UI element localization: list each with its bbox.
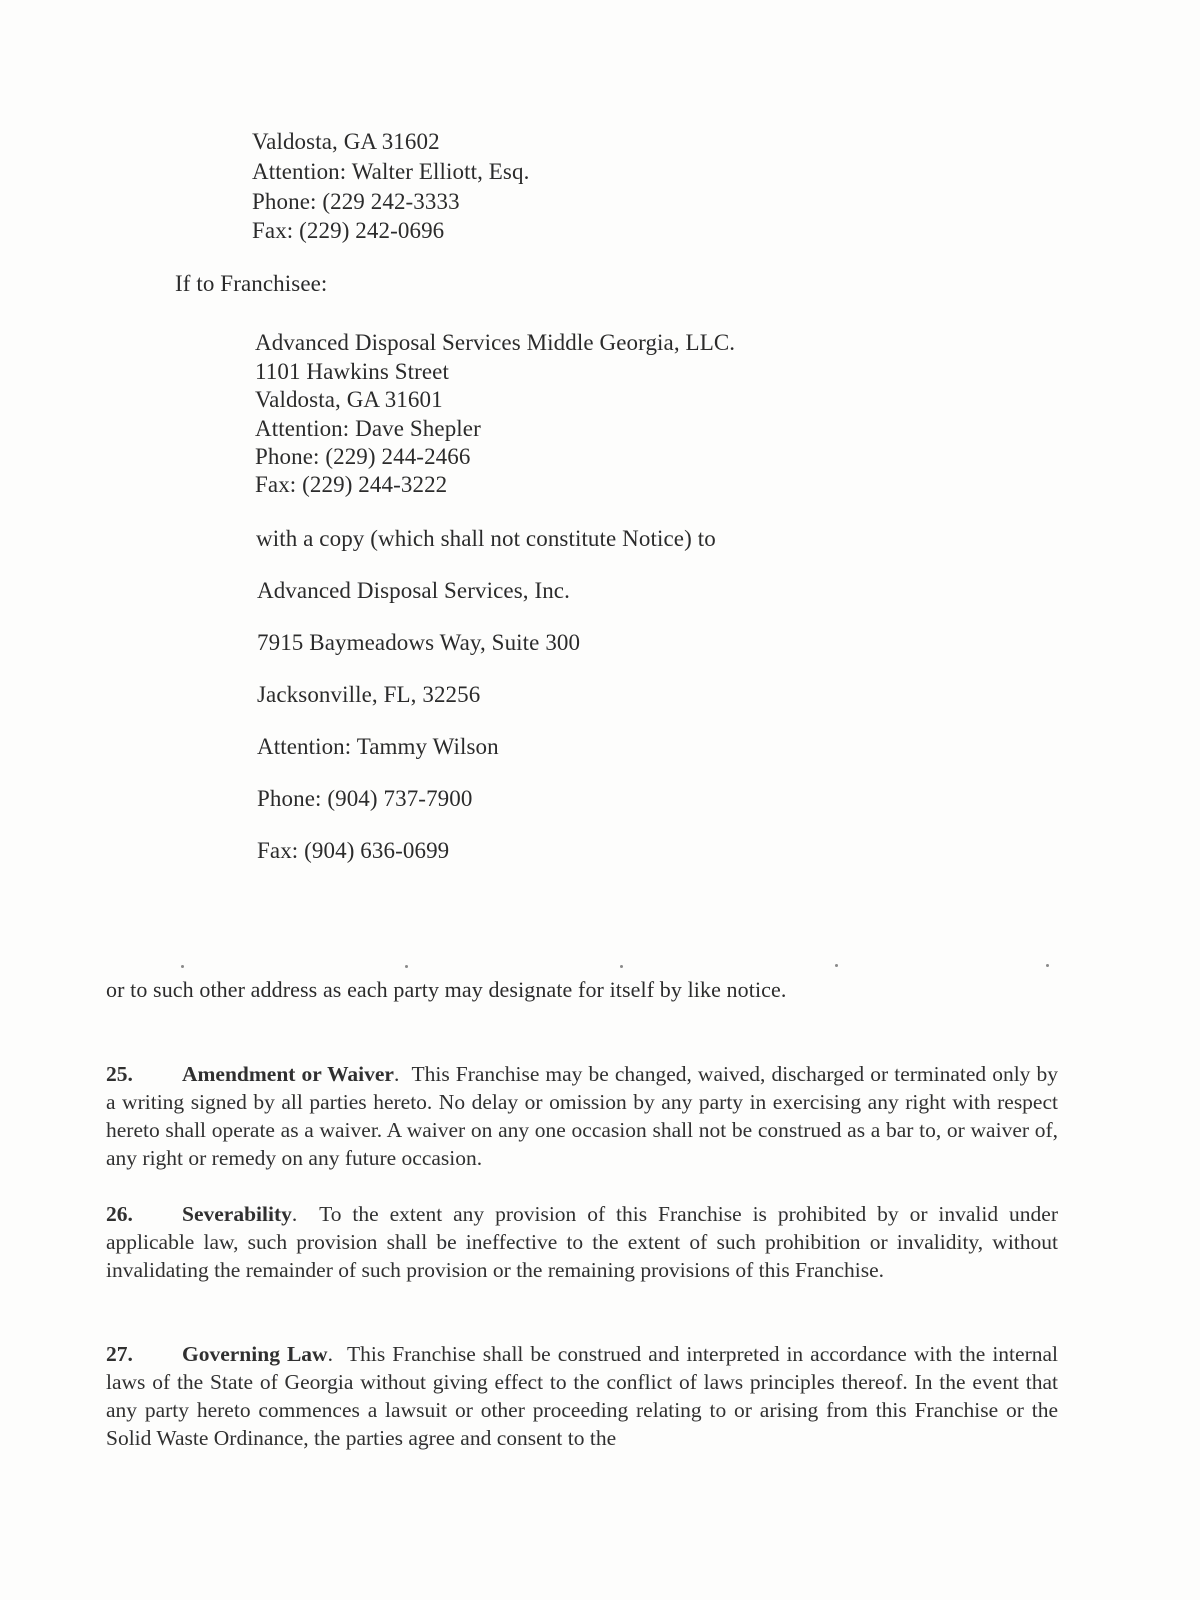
address-line: Fax: (229) 242-0696 xyxy=(252,218,445,243)
section-text: This Franchise may be changed, waived, discharged or terminated only by a writing signed by all parties hereto. No delay or omission by any party in exercising any right with respect hereto shall operate as a waiver. A waiver on any one occasion shall not be construed as a bar to, or waiver of, any right or remedy on any future occasion. xyxy=(106,1062,1058,1170)
section-25 xyxy=(106,1060,1058,1172)
section-heading: Severability xyxy=(182,1202,292,1226)
franchisee-label: If to Franchisee: xyxy=(175,271,328,296)
copy-phone: Phone: (904) 737-7900 xyxy=(257,786,473,811)
scan-speck xyxy=(405,965,408,968)
address-line: Advanced Disposal Services Middle Georgia, LLC. xyxy=(255,330,736,355)
copy-company: Advanced Disposal Services, Inc. xyxy=(257,578,570,603)
section-heading: Governing Law xyxy=(182,1342,328,1366)
section-number: 27. xyxy=(106,1342,133,1366)
address-line: Valdosta, GA 31602 xyxy=(252,129,440,154)
scan-speck xyxy=(835,964,838,967)
scan-speck xyxy=(620,965,623,968)
copy-city: Jacksonville, FL, 32256 xyxy=(257,682,481,707)
address-line: Attention: Walter Elliott, Esq. xyxy=(252,159,530,184)
address-line: Phone: (229) 244-2466 xyxy=(255,444,471,469)
section-heading-period: . xyxy=(327,1342,347,1366)
copy-attention: Attention: Tammy Wilson xyxy=(257,734,499,759)
scan-speck xyxy=(181,965,184,968)
section-number: 25. xyxy=(106,1062,133,1086)
copy-notice: with a copy (which shall not constitute Notice) to xyxy=(256,526,716,551)
address-line: 1101 Hawkins Street xyxy=(255,359,449,384)
address-line: Attention: Dave Shepler xyxy=(255,416,481,441)
section-heading-period: . xyxy=(393,1062,412,1086)
section-text: To the extent any provision of this Franchise is prohibited by or invalid under applicable law, such provision shall be ineffective to the extent of such prohibition or invalidity, without invalidating the remainder of such provision or the remaining provisions of this Franchise. xyxy=(106,1202,1059,1282)
address-line: Phone: (229 242-3333 xyxy=(252,189,460,214)
address-line: Fax: (229) 244-3222 xyxy=(255,472,448,497)
section-heading-period: . xyxy=(291,1202,320,1226)
address-line: Valdosta, GA 31601 xyxy=(255,387,443,412)
section-text: This Franchise shall be construed and interpreted in accordance with the internal laws of the State of Georgia without giving effect to the conflict of laws principles thereof. In the event that any party hereto commences a lawsuit or other proceeding relating to or arising from this Franchise or the Solid Waste Ordinance, the parties agree and consent to the xyxy=(106,1342,1059,1450)
section-27 xyxy=(106,1340,1058,1452)
section-26 xyxy=(106,1200,1058,1284)
scan-speck xyxy=(1046,964,1049,967)
section-number: 26. xyxy=(106,1202,133,1226)
section-heading: Amendment or Waiver xyxy=(182,1062,394,1086)
copy-fax: Fax: (904) 636-0699 xyxy=(257,838,450,863)
copy-street: 7915 Baymeadows Way, Suite 300 xyxy=(257,630,581,655)
other-address-text: or to such other address as each party may designate for itself by like notice. xyxy=(106,977,787,1002)
